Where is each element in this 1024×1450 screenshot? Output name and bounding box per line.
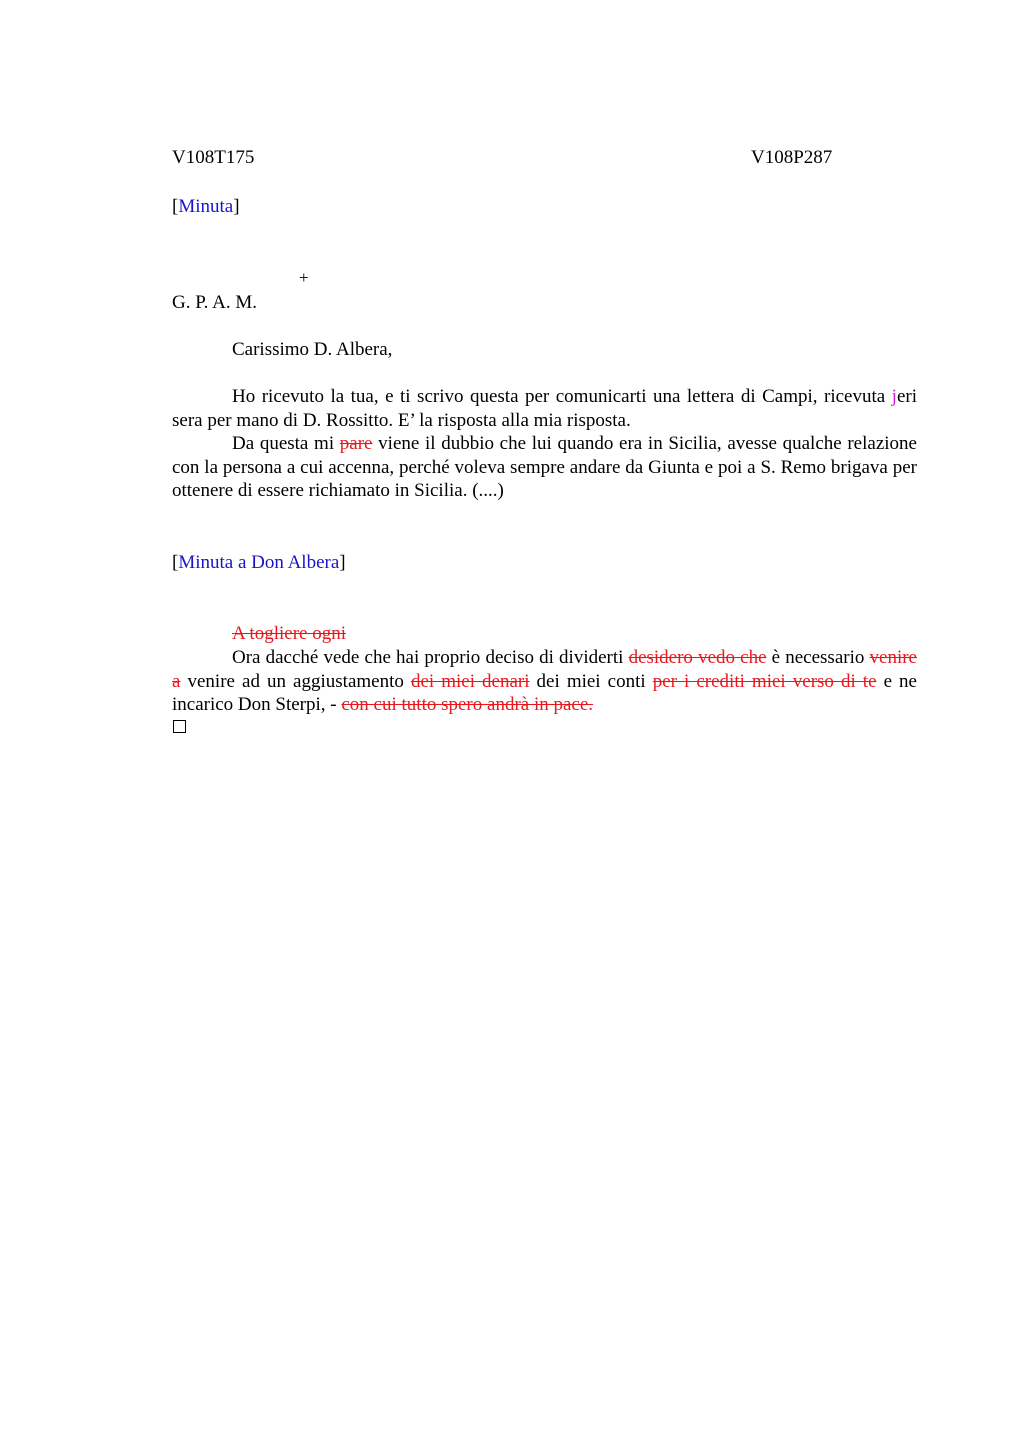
gpam-heading: G. P. A. M. [172, 292, 257, 313]
minuta-label [172, 195, 240, 219]
minuta-don-albera-label [172, 551, 346, 575]
greeting: Carissimo D. Albera, [232, 339, 393, 360]
bracket-close: ] [339, 552, 346, 573]
paragraph-2-text-continued: viene il dubbio che lui quando era in Sicilia, avesse qualche relazione con la persona a cui accenna, perché voleva sempre andare da Giunta e poi a S. Remo brigava per ottenere di essere richiamato in Sicilia. (....) [172, 433, 917, 501]
end-square-icon [173, 720, 186, 733]
bracket-open: [ [172, 196, 179, 217]
paragraph-3-text-c: venire ad un aggiustamento [180, 670, 411, 692]
deleted-word: pare [339, 433, 373, 454]
paragraph-1 [172, 385, 917, 432]
paragraph-3-text-b: è necessario [766, 647, 870, 668]
paragraph-3-text-e: e ne incarico Don Sterpi, - [172, 670, 917, 715]
inserted-letter: j [891, 386, 897, 407]
minuta-label-text: Minuta [178, 196, 234, 217]
paragraph-3-text: Ora dacché vede che hai proprio deciso di dividerti [232, 647, 629, 668]
cross-symbol: + [299, 268, 309, 287]
paragraph-1-text: Ho ricevuto la tua, e ti scrivo questa per comunicarti una lettera di Campi, ricevuta [232, 386, 892, 407]
deleted-line: A togliere ogni [232, 623, 346, 644]
bracket-close: ] [233, 196, 240, 217]
deleted-phrase-3: dei miei denari [410, 670, 530, 692]
deleted-phrase-5: con cui tutto spero andrà in pace. [341, 694, 594, 715]
paragraph-2 [172, 432, 917, 503]
document-code-right: V108P287 [751, 147, 833, 168]
minuta-don-albera-text: Minuta a Don Albera [178, 552, 340, 573]
deleted-phrase-1: desidero vedo che [628, 647, 767, 668]
paragraph-2-text: Da questa mi [232, 433, 340, 454]
document-code-left: V108T175 [172, 147, 255, 168]
paragraph-1-text-continued: eri sera per mano di D. Rossitto. E’ la risposta alla mia risposta. [172, 386, 917, 431]
paragraph-3-text-d: dei miei conti [529, 670, 653, 692]
paragraph-3 [172, 646, 917, 717]
deleted-phrase-4: per i crediti miei verso di te [652, 670, 877, 692]
deleted-phrase-2: venire a [172, 647, 917, 692]
bracket-open: [ [172, 552, 179, 573]
